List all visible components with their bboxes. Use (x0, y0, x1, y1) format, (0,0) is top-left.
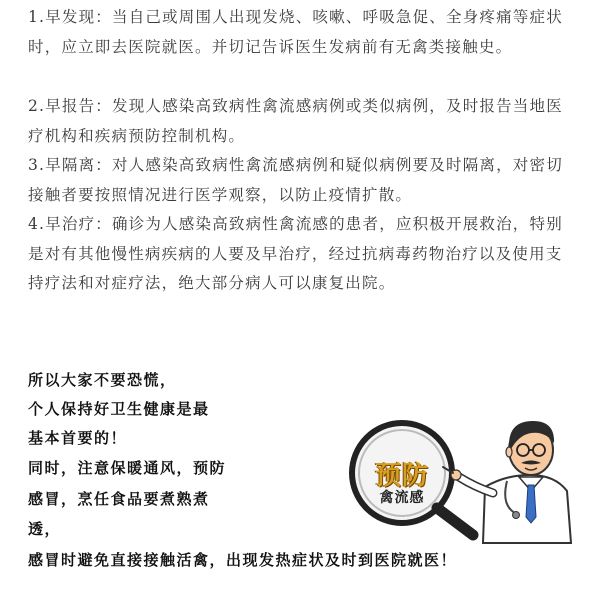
measure-item-early-report: 2.早报告：发现人感染高致病性禽流感病例或类似病例，及时报告当地医疗机构和疾病预防控制机构。 (28, 97, 563, 145)
closing-line: 透， (28, 520, 62, 538)
measure-item-early-treatment: 4.早治疗：确诊为人感染高致病性禽流感的患者，应积极开展救治，特别是对有其他慢性病疾病的人要及早治疗，经过抗病毒药物治疗以及使用支持疗法和对症疗法，绝大部分病人可以康复出院。 (28, 215, 563, 292)
badge-subtitle: 禽流感 (379, 490, 425, 506)
measure-item-early-isolation: 3.早隔离：对人感染高致病性禽流感病例和疑似病例要及时隔离，对密切接触者要按照情况进行医学观察，以防止疫情扩散。 (28, 156, 563, 204)
closing-line: 感冒，烹任食品要煮熟煮 (28, 490, 210, 508)
closing-line: 感冒时避免直接接触活禽，出现发热症状及时到医院就医！ (28, 551, 458, 569)
badge-title: 预防 (374, 461, 429, 491)
measure-item-early-detection: 1.早发现：当自己或周围人出现发烧、咳嗽、呼吸急促、全身疼痛等症状时，应立即去医院就医。并切记告诉医生发病前有无禽类接触史。 (28, 8, 563, 56)
closing-line: 所以大家不要恐慌， (28, 371, 177, 389)
closing-line: 个人保持好卫生健康是最 (28, 400, 210, 418)
closing-line: 基本首要的！ (28, 429, 128, 447)
closing-line: 同时，注意保暖通风，预防 (28, 459, 227, 477)
